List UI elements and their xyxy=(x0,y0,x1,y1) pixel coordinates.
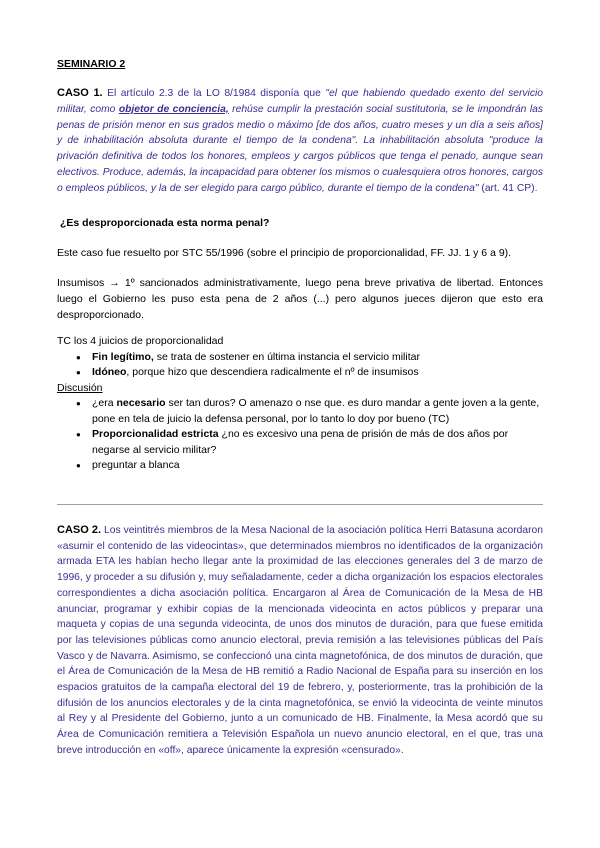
proportionality-list-a xyxy=(57,350,543,381)
case-1-quote-start: "el que habiendo quedado exento del servicio militar, como xyxy=(57,88,543,115)
list-item xyxy=(57,365,543,381)
stc-note: Este caso fue resuelto por STC 55/1996 (sobre el principio de proporcionalidad, FF. JJ. 1 y 6 a 9). xyxy=(57,247,512,259)
item-preguntar-text: preguntar a blanca xyxy=(92,459,180,471)
list-item xyxy=(57,427,543,458)
case-2-paragraph xyxy=(57,523,543,759)
case-1-intro: El artículo 2.3 de la LO 8/1984 disponía que xyxy=(102,88,326,99)
case-2-body: Los veintitrés miembros de la Mesa Nacional de la asociación política Herri Batasuna acordaron «asumir el contenido de las videocintas», que determinados miembros no identificados de la organización armada ETA les habían hecho llegar ante la proximidad de las elecciones generales del 3 de marzo de 1996, y proceder a su difusión y, muy señaladamente, ceder a dicha organización los espacios electorales correspondientes a dicha asociación política. Encargaron al Área de Comunicación de la Mesa de HB anunciar, programar y exhibir copias de la mencionada videocinta en actos públicos y preparar una maqueta y copias de una segunda videocinta, de unos dos minutos de duración, para que fuese emitida por las televisiones públicas como anuncio electoral, previa remisión a las televisiones públicas del País Vasco y de Navarra. Asimismo, se confeccionó una cinta magnetofónica, de dos minutos de duración, que el Área de Comunicación de la Mesa de HB remitió a Radio Nacional de España para su inserción en los espacios gratuitos de la campaña electoral del 19 de febrero, y, posteriormente, tras la prohibición de la difusión de los anuncios electorales y de la cinta magnetofónica, se envió la videocinta de veinte minutos al Rey y al Presidente del Gobierno, junto a un comunicado de HB. Finalmente, la Mesa acordó que su Área de Comunicación remitiera a Televisión Española un nuevo anuncio electoral, en el que, tras una breve introducción en «off», aparece únicamente la expresión «censurado». xyxy=(57,525,544,756)
proportionality-section xyxy=(57,334,543,474)
proportionality-list-b xyxy=(57,396,543,474)
case-1-paragraph xyxy=(57,86,543,197)
item-necesario-text: ser tan duros? O amenazo o nse que. es duro mandar a gente joven a la gente, pone en tela de juicio la defensa personal, por lo tanto lo doy por bueno (TC) xyxy=(92,397,540,425)
item-necesario-prefix: ¿era xyxy=(92,397,117,409)
list-item xyxy=(57,396,543,427)
case-1-citation: (art. 41 CP). xyxy=(478,182,538,194)
item-proporcionalidad-text: ¿no es excesivo una pena de prisión de más de dos años por negarse al servicio militar? xyxy=(92,428,509,456)
case-2-label: CASO 2. xyxy=(57,524,102,536)
insumisos-note: Insumisos → 1º sancionados administrativamente, luego pena breve privativa de libertad. Entonces luego el Gobierno les puso esta pena de 2 años (...) pero algunos jueces dijeron que esto era desproporcionado. xyxy=(57,277,543,321)
section-divider xyxy=(57,504,543,505)
case-1-quote-rest: rehúse cumplir la prestación social sustitutoria, se le impondrán las penas de prisión menor en sus grados medio o máximo [de dos años, cuatro meses y un día a seis años] y de inhabilitación absoluta durante el tiempo de la condena". La inhabilitación absoluta "produce la privación definitiva de todos los honores, empleos y cargos públicos que tenga el penado, aunque sean electivos. Produce, además, la incapacidad para obtener los mismos o cualesquiera otros honores, cargos o empleos públicos, y la de ser elegido para cargo público, durante el tiempo de la condena" xyxy=(57,103,544,194)
seminar-heading: SEMINARIO 2 xyxy=(57,58,126,70)
item-fin-legitimo-text: se trata de sostener en última instancia el servicio militar xyxy=(153,350,420,363)
item-idoneo-label: Idóneo xyxy=(92,366,127,378)
case-1-quote-emphasis: objetor de conciencia, xyxy=(118,103,229,115)
list-item xyxy=(57,350,543,366)
item-fin-legitimo-label: Fin legítimo, xyxy=(92,350,154,363)
list-item xyxy=(57,458,543,474)
item-necesario-label: necesario xyxy=(116,397,166,409)
item-proporcionalidad-label: Proporcionalidad estricta xyxy=(92,428,219,440)
case-1-question: ¿Es desproporcionada esta norma penal? xyxy=(60,217,270,229)
item-idoneo-text: , porque hizo que descendiera radicalmente el nº de insumisos xyxy=(126,366,419,378)
proportionality-title: TC los 4 juicios de proporcionalidad xyxy=(57,335,224,347)
discussion-label: Discusión xyxy=(57,381,103,394)
case-1-label: CASO 1. xyxy=(57,87,103,99)
